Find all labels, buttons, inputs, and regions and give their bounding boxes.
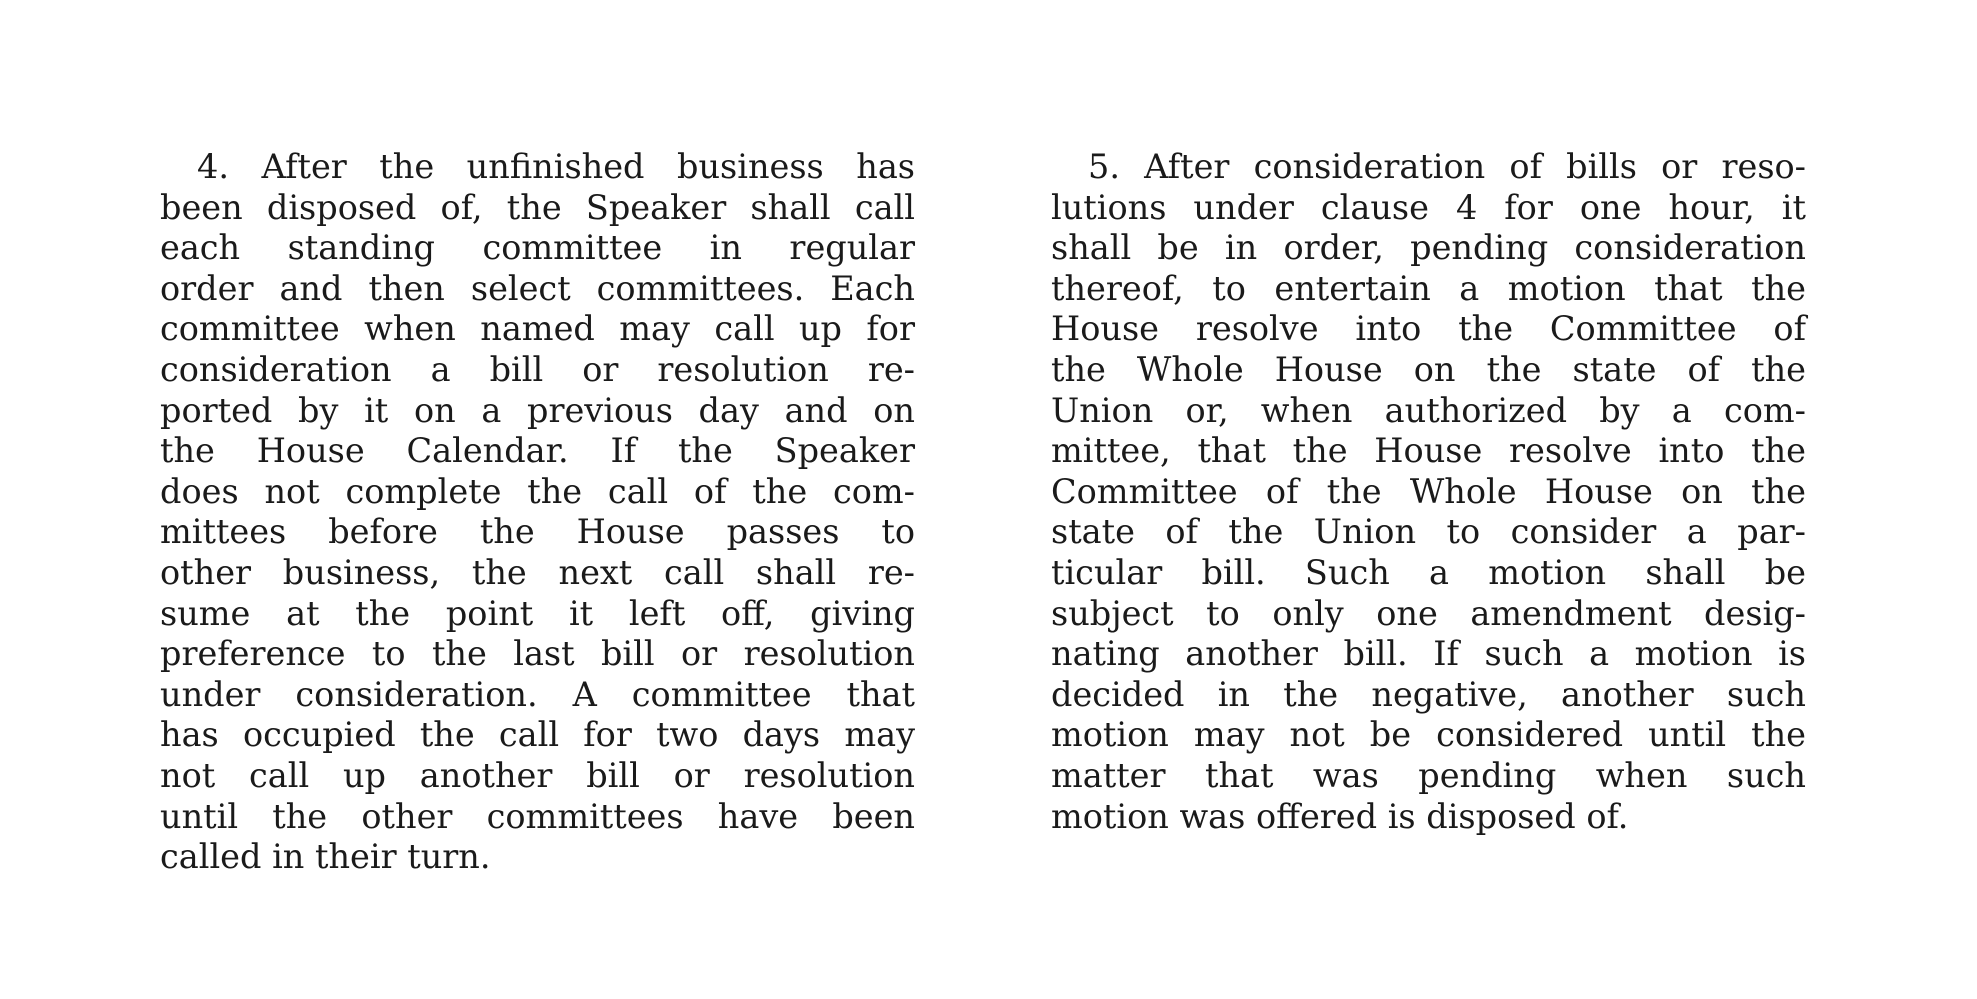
text-line: nating another bill. If such a motion is: [1051, 634, 1806, 674]
text-line: been disposed of, the Speaker shall call: [160, 187, 915, 227]
text-line: not call up another bill or resolution: [160, 755, 915, 795]
text-line: under consideration. A committee that: [160, 674, 915, 714]
text-line: the Whole House on the state of the: [1051, 349, 1806, 389]
text-line: shall be in order, pending consideration: [1051, 228, 1806, 268]
text-line: decided in the negative, another such: [1051, 674, 1806, 714]
text-line: called in their turn.: [160, 837, 491, 877]
text-line: order and then select committees. Each: [160, 268, 915, 308]
text-line: each standing committee in regular: [160, 228, 915, 268]
text-line: mittees before the House passes to: [160, 512, 915, 552]
text-line: has occupied the call for two days may: [160, 715, 915, 755]
clause-4-text: [160, 147, 915, 878]
text-line: until the other committees have been: [160, 796, 915, 836]
text-line: thereof, to entertain a motion that the: [1051, 268, 1806, 308]
text-line: ported by it on a previous day and on: [160, 390, 915, 430]
clause-5-text: [1051, 147, 1806, 837]
text-line: Union or, when authorized by a com-: [1051, 390, 1806, 430]
text-line: consideration a bill or resolution re-: [160, 349, 915, 389]
text-line: 5. After consideration of bills or reso-: [1088, 147, 1806, 186]
text-line: motion was offered is disposed of.: [1051, 796, 1629, 836]
text-line: mittee, that the House resolve into the: [1051, 431, 1806, 471]
text-line: ticular bill. Such a motion shall be: [1051, 552, 1806, 592]
text-line: committee when named may call up for: [160, 309, 915, 349]
text-line: lutions under clause 4 for one hour, it: [1051, 187, 1806, 227]
text-line: state of the Union to consider a par-: [1051, 512, 1806, 552]
text-line: sume at the point it left off, giving: [160, 593, 915, 633]
text-line: subject to only one amendment desig-: [1051, 593, 1806, 633]
text-line: preference to the last bill or resolution: [160, 634, 915, 674]
text-line: the House Calendar. If the Speaker: [160, 431, 915, 471]
text-line: Committee of the Whole House on the: [1051, 471, 1806, 511]
text-line: other business, the next call shall re-: [160, 552, 915, 592]
text-line: motion may not be considered until the: [1051, 715, 1806, 755]
text-line: matter that was pending when such: [1051, 755, 1806, 795]
text-line: House resolve into the Committee of: [1051, 309, 1806, 349]
text-line: does not complete the call of the com-: [160, 471, 915, 511]
text-line: 4. After the unfinished business has: [197, 147, 915, 186]
